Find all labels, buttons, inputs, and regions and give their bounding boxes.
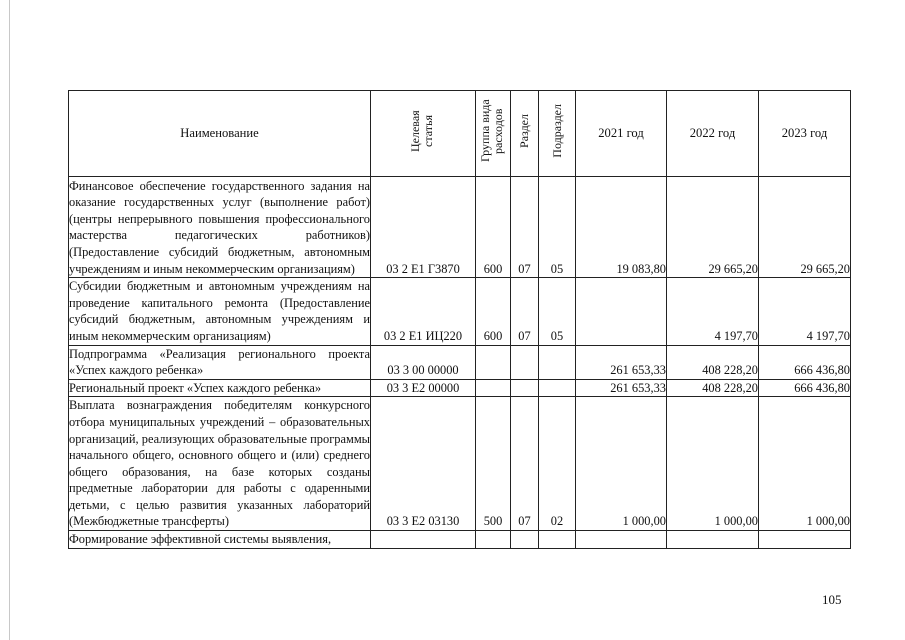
row-group: 600 bbox=[476, 176, 511, 278]
row-2021: 261 653,33 bbox=[576, 345, 667, 379]
row-2022: 29 665,20 bbox=[667, 176, 759, 278]
row-group bbox=[476, 379, 511, 397]
row-2021: 261 653,33 bbox=[576, 379, 667, 397]
scan-edge-line bbox=[9, 0, 10, 640]
row-section bbox=[511, 345, 539, 379]
row-2021 bbox=[576, 278, 667, 345]
row-name: Подпрограмма «Реализация регионального проекта «Успех каждого ребенка» bbox=[69, 345, 371, 379]
header-section bbox=[511, 91, 539, 177]
row-section: 07 bbox=[511, 278, 539, 345]
row-2023: 29 665,20 bbox=[759, 176, 851, 278]
row-name: Субсидии бюджетным и автономным учреждениям на проведение капитального ремонта (Предоставление субсидий бюджетным, автономным учреждениям и иным некоммерческим организациям) bbox=[69, 278, 371, 345]
row-target: 03 2 E1 ИЦ220 bbox=[371, 278, 476, 345]
row-target: 03 2 E1 Г3870 bbox=[371, 176, 476, 278]
row-subsection: 02 bbox=[539, 397, 576, 531]
row-2023: 4 197,70 bbox=[759, 278, 851, 345]
row-2023: 666 436,80 bbox=[759, 379, 851, 397]
row-2022: 408 228,20 bbox=[667, 379, 759, 397]
table-row bbox=[69, 176, 851, 278]
row-2021 bbox=[576, 531, 667, 549]
row-2023 bbox=[759, 531, 851, 549]
row-2022: 1 000,00 bbox=[667, 397, 759, 531]
table-row bbox=[69, 379, 851, 397]
header-target-text: Целевая статья bbox=[408, 110, 435, 152]
row-2021: 19 083,80 bbox=[576, 176, 667, 278]
row-subsection bbox=[539, 531, 576, 549]
header-group bbox=[476, 91, 511, 177]
header-2021: 2021 год bbox=[576, 91, 667, 177]
table-row bbox=[69, 397, 851, 531]
row-name: Региональный проект «Успех каждого ребенка» bbox=[69, 379, 371, 397]
row-section bbox=[511, 531, 539, 549]
header-2022: 2022 год bbox=[667, 91, 759, 177]
row-group: 500 bbox=[476, 397, 511, 531]
row-subsection: 05 bbox=[539, 278, 576, 345]
row-subsection bbox=[539, 345, 576, 379]
header-subsection-text: Подраздел bbox=[549, 104, 564, 158]
header-name: Наименование bbox=[69, 91, 371, 177]
row-2022 bbox=[667, 531, 759, 549]
row-group: 600 bbox=[476, 278, 511, 345]
row-target: 03 3 E2 03130 bbox=[371, 397, 476, 531]
header-subsection bbox=[539, 91, 576, 177]
row-subsection bbox=[539, 379, 576, 397]
row-group bbox=[476, 345, 511, 379]
header-target bbox=[371, 91, 476, 177]
table-row bbox=[69, 531, 851, 549]
header-2023: 2023 год bbox=[759, 91, 851, 177]
row-2022: 4 197,70 bbox=[667, 278, 759, 345]
row-target: 03 3 E2 00000 bbox=[371, 379, 476, 397]
table-row bbox=[69, 345, 851, 379]
header-row bbox=[69, 91, 851, 177]
row-name: Финансовое обеспечение государственного задания на оказание государственных услуг (выполнение работ) (центры непрерывного повышения профессионального мастерства педагогических работников) (Предоставление субсидий бюджетным, автономным учреждениям и иным некоммерческим организациям) bbox=[69, 176, 371, 278]
row-2023: 666 436,80 bbox=[759, 345, 851, 379]
page-number: 105 bbox=[822, 592, 842, 607]
row-section: 07 bbox=[511, 397, 539, 531]
row-name: Выплата вознаграждения победителям конкурсного отбора муниципальных учреждений – образовательных организаций, реализующих образовательные программы начального общего, основного общего и (или) среднего общего образования, на базе которых созданы предметные лаборатории для работы с одаренными детьми, с целью развития указанных лабораторий (Межбюджетные трансферты) bbox=[69, 397, 371, 531]
table-row bbox=[69, 278, 851, 345]
row-target bbox=[371, 531, 476, 549]
row-subsection: 05 bbox=[539, 176, 576, 278]
row-name: Формирование эффективной системы выявления, bbox=[69, 531, 371, 549]
row-section bbox=[511, 379, 539, 397]
header-group-text: Группа вида расходов bbox=[478, 99, 505, 163]
row-group bbox=[476, 531, 511, 549]
row-target: 03 3 00 00000 bbox=[371, 345, 476, 379]
row-2021: 1 000,00 bbox=[576, 397, 667, 531]
row-section: 07 bbox=[511, 176, 539, 278]
header-section-text: Раздел bbox=[517, 114, 531, 148]
row-2023: 1 000,00 bbox=[759, 397, 851, 531]
row-2022: 408 228,20 bbox=[667, 345, 759, 379]
budget-table bbox=[68, 90, 851, 549]
